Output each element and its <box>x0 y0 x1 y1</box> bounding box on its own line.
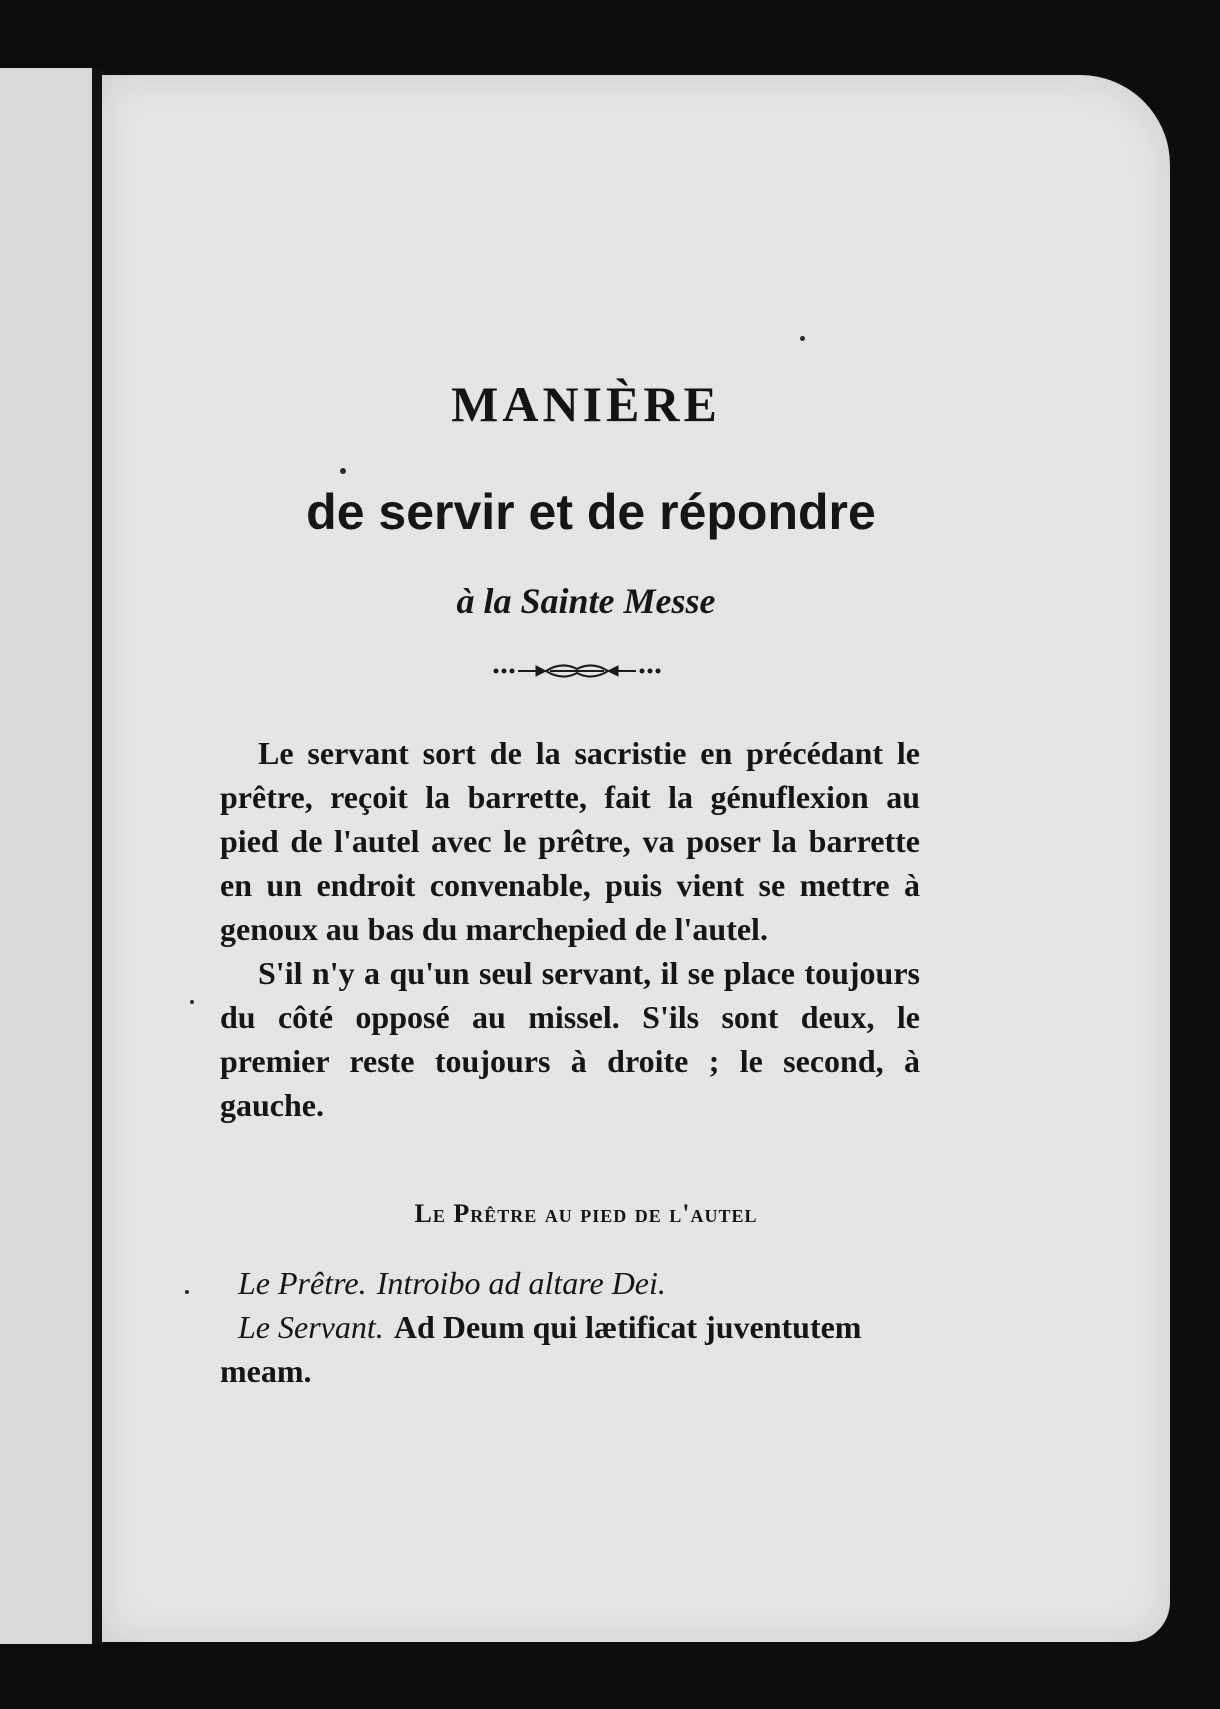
scan-speck <box>340 468 346 474</box>
scan-speck <box>190 1000 194 1004</box>
page-subtitle-secondary: à la Sainte Messe <box>456 581 716 621</box>
scan-speck <box>185 1290 189 1294</box>
speech-text: Ad Deum qui lætificat juventutem meam. <box>220 1309 862 1389</box>
decorative-flourish-icon <box>492 659 662 683</box>
book-page <box>102 75 1170 1642</box>
paragraph: S'il n'y a qu'un seul servant, il se place toujours du côté opposé au missel. S'ils sont deux, le premier reste toujours à droite ; le second, à gauche. <box>220 955 920 1123</box>
speech-text: Introibo ad altare Dei. <box>376 1265 666 1301</box>
paragraph: Le servant sort de la sacristie en précédant le prêtre, reçoit la barrette, fait la génuflexion au pied de l'autel avec le prêtre, va poser la barrette en un endroit convenable, puis vient se mettre à genoux au bas du marchepied de l'autel. <box>220 735 920 947</box>
scan-speck <box>800 336 805 341</box>
previous-page-edge <box>0 68 102 1644</box>
instructions-text <box>220 731 920 1127</box>
mass-dialogue <box>220 1261 920 1393</box>
section-heading: Le Prêtre au pied de l'autel <box>414 1199 758 1228</box>
dialogue-line <box>220 1305 920 1393</box>
speaker-label: Le Prêtre. <box>238 1265 367 1301</box>
page-title: MANIÈRE <box>451 376 721 432</box>
dialogue-line <box>220 1261 920 1305</box>
page-subtitle: de servir et de répondre <box>306 484 876 540</box>
speaker-label: Le Servant. <box>238 1309 384 1345</box>
